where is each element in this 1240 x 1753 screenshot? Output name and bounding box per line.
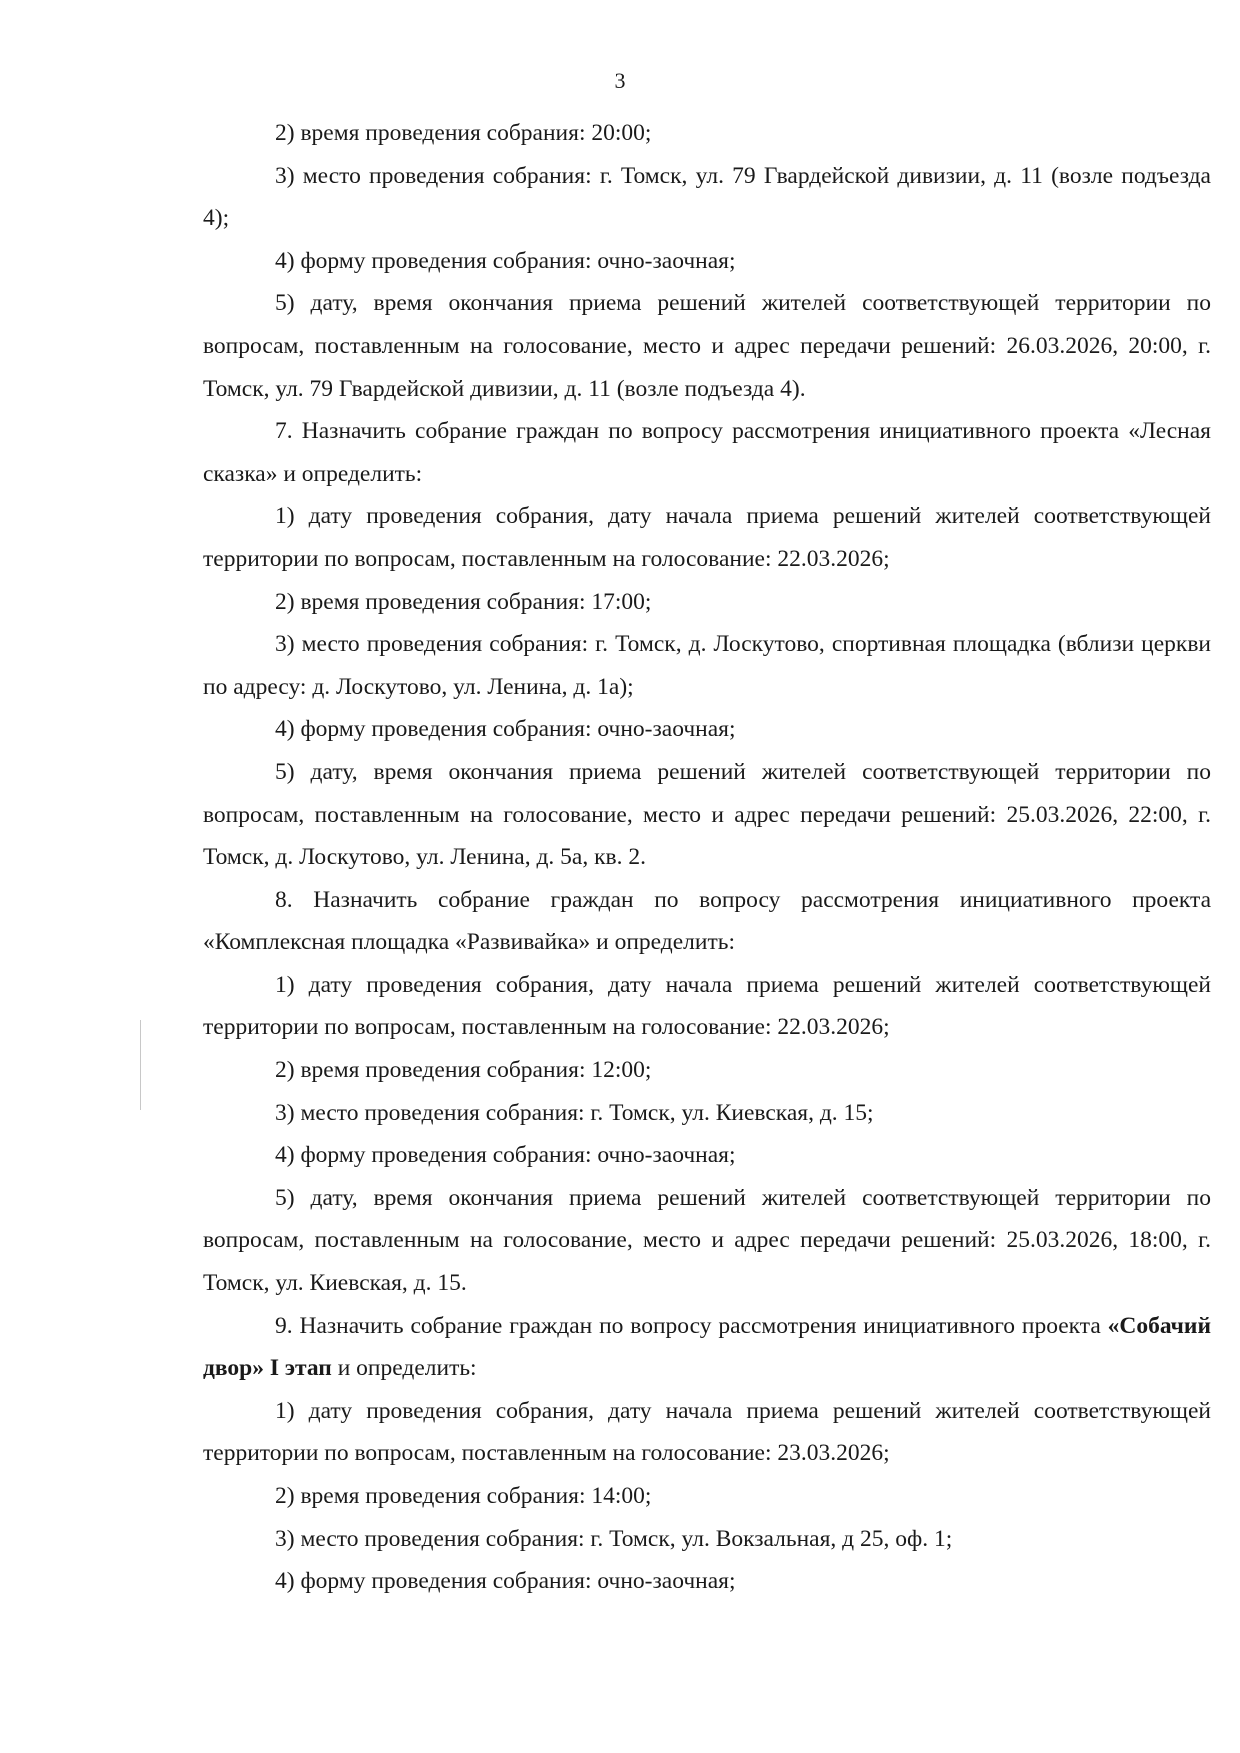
s7-heading: 7. Назначить собрание граждан по вопросу рассмотрения инициативного проекта «Лесная сказка» и определить:	[203, 418, 1211, 487]
s8-deadline: 5) дату, время окончания приема решений жителей соответствующей территории по вопросам, поставленным на голосование, место и адрес передачи решений: 25.03.2026, 18:00, г. Томск, ул. Киевская, д. 15.	[203, 1184, 1211, 1297]
scan-artifact-line	[140, 1020, 141, 1110]
document-body	[203, 112, 1211, 1603]
page-number: 3	[614, 68, 626, 93]
s9-heading	[203, 1305, 1211, 1390]
s9-time: 2) время проведения собрания: 14:00;	[275, 1483, 652, 1509]
s9-date: 1) дату проведения собрания, дату начала приема решений жителей соответствующей территории по вопросам, поставленным на голосование: 23.03.2026;	[203, 1397, 1211, 1467]
s9-project-name: «Собачий двор» I этап	[203, 1312, 1211, 1382]
s8-time: 2) время проведения собрания: 12:00;	[275, 1057, 652, 1084]
s8-place: 3) место проведения собрания: г. Томск, ул. Киевская, д. 15;	[275, 1099, 874, 1126]
s7-date: 1) дату проведения собрания, дату начала приема решений жителей соответствующей территории по вопросам, поставленным на голосование: 22.03.2026;	[203, 503, 1211, 572]
s9-heading-prefix: 9. Назначить собрание граждан по вопросу рассмотрения инициативного проекта	[275, 1312, 1108, 1339]
s9-form: 4) форму проведения собрания: очно-заочная;	[275, 1568, 736, 1595]
s6-place: 3) место проведения собрания: г. Томск, ул. 79 Гвардейской дивизии, д. 11 (возле подъезда 4);	[203, 162, 1211, 232]
s8-heading: 8. Назначить собрание граждан по вопросу рассмотрения инициативного проекта «Комплексная площадка «Развивайка» и определить:	[203, 886, 1211, 956]
s7-time: 2) время проведения собрания: 17:00;	[275, 588, 652, 615]
s9-heading-suffix: и определить:	[331, 1355, 477, 1382]
s6-deadline: 5) дату, время окончания приема решений жителей соответствующей территории по вопросам, поставленным на голосование, место и адрес передачи решений: 26.03.2026, 20:00, г. Томск, ул. 79 Гвардейской дивизии, д. 11 (возле подъезда 4).	[203, 290, 1211, 402]
s6-form: 4) форму проведения собрания: очно-заочная;	[275, 247, 736, 274]
s7-form: 4) форму проведения собрания: очно-заочная;	[275, 716, 736, 743]
s8-date: 1) дату проведения собрания, дату начала приема решений жителей соответствующей территории по вопросам, поставленным на голосование: 22.03.2026;	[203, 971, 1211, 1041]
s7-place: 3) место проведения собрания: г. Томск, д. Лоскутово, спортивная площадка (вблизи церкви по адресу: д. Лоскутово, ул. Ленина, д. 1а);	[203, 631, 1211, 700]
s7-deadline: 5) дату, время окончания приема решений жителей соответствующей территории по вопросам, поставленным на голосование, место и адрес передачи решений: 25.03.2026, 22:00, г. Томск, д. Лоскутово, ул. Ленина, д. 5а, кв. 2.	[203, 758, 1211, 871]
s6-time: 2) время проведения собрания: 20:00;	[275, 120, 652, 146]
s9-place: 3) место проведения собрания: г. Томск, ул. Вокзальная, д 25, оф. 1;	[275, 1525, 953, 1552]
s8-form: 4) форму проведения собрания: очно-заочная;	[275, 1142, 736, 1169]
